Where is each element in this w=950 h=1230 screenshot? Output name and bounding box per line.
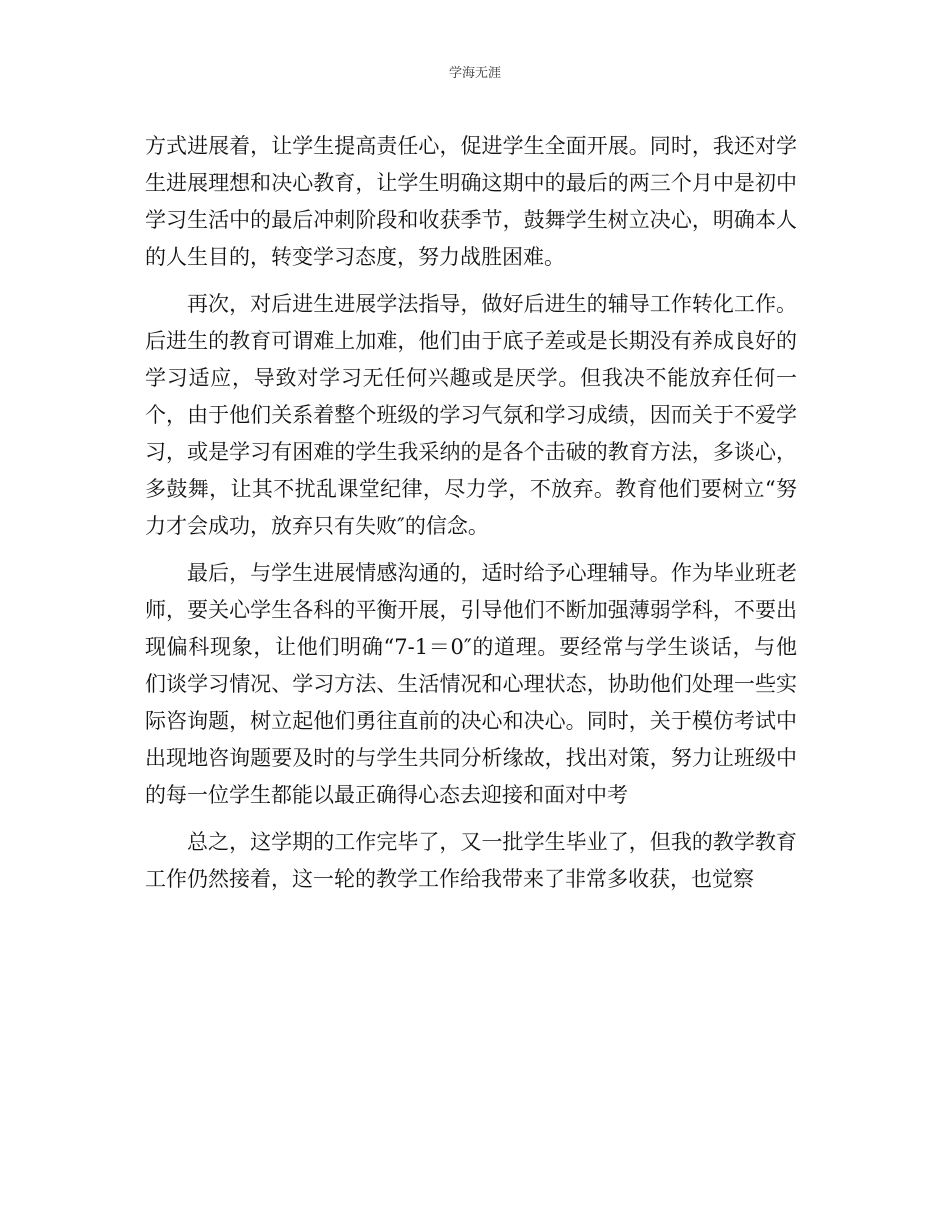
paragraph-2: 再次，对后进生进展学法指导，做好后进生的辅导工作转化工作。后进生的教育可谓难上加难，他们由于底子差或是长期没有养成良好的学习适应，导致对学习无任何兴趣或是厌学。但我决不能放弃任何一个，由于他们关系着整个班级的学习气氛和学习成绩，因而关于不爱学习，或是学习有困难的学生我采纳的是各个击破的教育方法，多谈心，多鼓舞，让其不扰乱课堂纪律，尽力学，不放弃。教育他们要树立“努力才会成功，放弃只有失败″的信念。 — [145, 292, 797, 538]
paragraph-4: 总之，这学期的工作完毕了，又一批学生毕业了，但我的教学教育工作仍然接着，这一轮的教学工作给我带来了非常多收获，也觉察 — [145, 830, 797, 891]
paragraph-1: 方式进展着，让学生提高责任心，促进学生全面开展。同时，我还对学生进展理想和决心教育，让学生明确这期中的最后的两三个月中是初中学习生活中的最后冲刺阶段和收获季节，鼓舞学生树立决心，明确本人的人生目的，转变学习态度，努力战胜困难。 — [145, 134, 797, 269]
document-body — [145, 128, 797, 908]
page-header: 学海无涯 — [448, 66, 501, 81]
paragraph-3: 最后，与学生进展情感沟通的，适时给予心理辅导。作为毕业班老师，要关心学生各科的平衡开展，引导他们不断加强薄弱学科，不要出现偏科现象，让他们明确“7-1＝0″的道理。要经常与学生谈话，与他们谈学习情况、学习方法、生活情况和心理状态，协助他们处理一些实际咨询题，树立起他们勇往直前的决心和决心。同时，关于模仿考试中出现地咨询题要及时的与学生共同分析缘故，找出对策，努力让班级中的每一位学生都能以最正确得心态去迎接和面对中考 — [145, 561, 797, 807]
